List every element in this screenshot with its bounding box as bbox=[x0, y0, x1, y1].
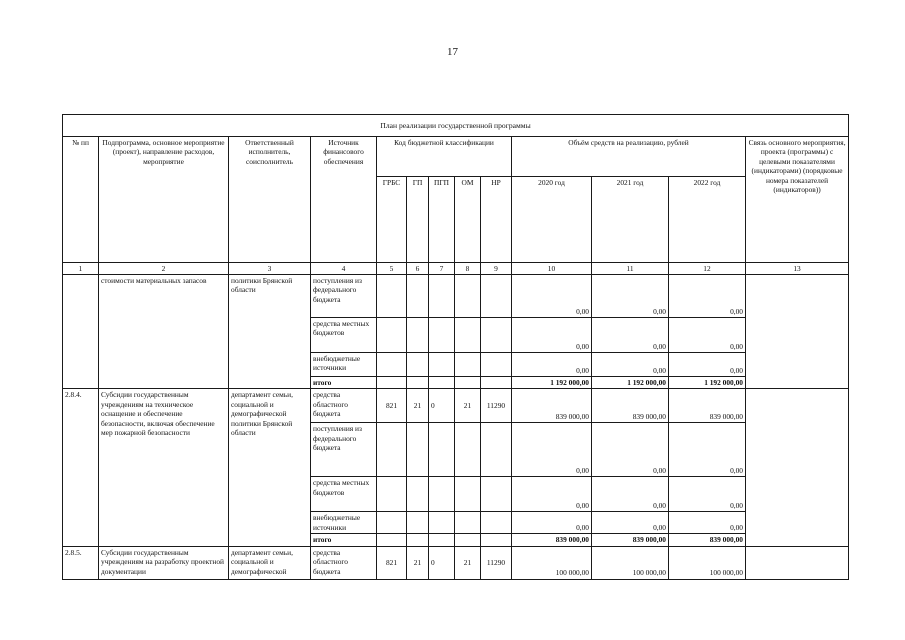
header-om: ОМ bbox=[455, 177, 481, 263]
code-grbs: 821 bbox=[377, 546, 407, 579]
header-volume: Объём средств на реализацию, рублей bbox=[512, 137, 746, 177]
code-np: 11290 bbox=[481, 389, 512, 423]
col-number: 8 bbox=[455, 263, 481, 275]
table-title: План реализации государственной программы bbox=[63, 115, 849, 137]
code-pgp: 0 bbox=[429, 389, 455, 423]
value-2022: 0,00 bbox=[669, 477, 746, 512]
value-2021: 0,00 bbox=[592, 512, 669, 534]
code-om: 21 bbox=[455, 546, 481, 579]
row-executor: политики Брянской области bbox=[229, 275, 311, 389]
table-row bbox=[63, 275, 849, 318]
row-name: Субсидии государственным учреждениям на техническое оснащение и обеспечение безопасности, включая обеспечение мер пожарной безопасности bbox=[99, 389, 229, 546]
value-2021: 1 192 000,00 bbox=[592, 377, 669, 389]
value-2022: 100 000,00 bbox=[669, 546, 746, 579]
value-2022: 0,00 bbox=[669, 318, 746, 353]
value-2020: 0,00 bbox=[512, 275, 592, 318]
program-plan-table bbox=[62, 114, 849, 580]
source-cell: поступления из федерального бюджета bbox=[311, 275, 377, 318]
code-gp: 21 bbox=[407, 546, 429, 579]
col-number: 13 bbox=[746, 263, 849, 275]
value-2021: 839 000,00 bbox=[592, 389, 669, 423]
value-2022: 0,00 bbox=[669, 423, 746, 477]
header-num: № пп bbox=[63, 137, 99, 263]
value-2021: 0,00 bbox=[592, 477, 669, 512]
value-2020: 0,00 bbox=[512, 477, 592, 512]
value-2020: 0,00 bbox=[512, 423, 592, 477]
value-2021: 0,00 bbox=[592, 275, 669, 318]
header-link: Связь основного мероприятия, проекта (программы) с целевыми показателями (индикаторами) (порядковые номера показателей (индикаторов)) bbox=[746, 137, 849, 263]
col-number: 12 bbox=[669, 263, 746, 275]
source-cell: средства областного бюджета bbox=[311, 546, 377, 579]
row-name: стоимости материальных запасов bbox=[99, 275, 229, 389]
value-2022: 1 192 000,00 bbox=[669, 377, 746, 389]
source-cell: поступления из федерального бюджета bbox=[311, 423, 377, 477]
col-number: 2 bbox=[99, 263, 229, 275]
row-num: 2.8.4. bbox=[63, 389, 99, 546]
value-2020: 0,00 bbox=[512, 512, 592, 534]
value-2020: 100 000,00 bbox=[512, 546, 592, 579]
code-np: 11290 bbox=[481, 546, 512, 579]
header-np: НР bbox=[481, 177, 512, 263]
code-gp: 21 bbox=[407, 389, 429, 423]
col-number: 7 bbox=[429, 263, 455, 275]
header-source: Источник финансового обеспечения bbox=[311, 137, 377, 263]
source-cell: средства местных бюджетов bbox=[311, 318, 377, 353]
value-2022: 0,00 bbox=[669, 353, 746, 377]
header-gp: ГП bbox=[407, 177, 429, 263]
value-2020: 0,00 bbox=[512, 318, 592, 353]
value-2021: 0,00 bbox=[592, 318, 669, 353]
value-2022: 839 000,00 bbox=[669, 534, 746, 546]
link-cell bbox=[746, 389, 849, 546]
source-cell: итого bbox=[311, 534, 377, 546]
col-number: 6 bbox=[407, 263, 429, 275]
header-2020: 2020 год bbox=[512, 177, 592, 263]
col-number: 1 bbox=[63, 263, 99, 275]
header-2022: 2022 год bbox=[669, 177, 746, 263]
link-cell bbox=[746, 275, 849, 389]
code-grbs: 821 bbox=[377, 389, 407, 423]
column-numbers-row bbox=[63, 263, 849, 275]
value-2020: 839 000,00 bbox=[512, 534, 592, 546]
col-number: 3 bbox=[229, 263, 311, 275]
col-number: 9 bbox=[481, 263, 512, 275]
row-num: 2.8.5. bbox=[63, 546, 99, 579]
source-cell: средства местных бюджетов bbox=[311, 477, 377, 512]
header-subprogram: Подпрограмма, основное мероприятие (проект), направление расходов, мероприятие bbox=[99, 137, 229, 263]
value-2020: 0,00 bbox=[512, 353, 592, 377]
source-cell: итого bbox=[311, 377, 377, 389]
value-2022: 0,00 bbox=[669, 512, 746, 534]
col-number: 11 bbox=[592, 263, 669, 275]
value-2022: 0,00 bbox=[669, 275, 746, 318]
header-pgp: ПГП bbox=[429, 177, 455, 263]
table-row bbox=[63, 546, 849, 579]
link-cell bbox=[746, 546, 849, 579]
row-executor: департамент семьи, социальной и демографической bbox=[229, 546, 311, 579]
value-2021: 100 000,00 bbox=[592, 546, 669, 579]
value-2020: 1 192 000,00 bbox=[512, 377, 592, 389]
source-cell: внебюджетные источники bbox=[311, 353, 377, 377]
table-row bbox=[63, 389, 849, 423]
col-number: 4 bbox=[311, 263, 377, 275]
row-name: Субсидии государственным учреждениям на разработку проектной документации bbox=[99, 546, 229, 579]
row-num bbox=[63, 275, 99, 389]
value-2021: 839 000,00 bbox=[592, 534, 669, 546]
col-number: 5 bbox=[377, 263, 407, 275]
source-cell: внебюджетные источники bbox=[311, 512, 377, 534]
source-cell: средства областного бюджета bbox=[311, 389, 377, 423]
value-2021: 0,00 bbox=[592, 353, 669, 377]
code-pgp: 0 bbox=[429, 546, 455, 579]
value-2020: 839 000,00 bbox=[512, 389, 592, 423]
code-om: 21 bbox=[455, 389, 481, 423]
value-2022: 839 000,00 bbox=[669, 389, 746, 423]
header-budget-code: Код бюджетной классификации bbox=[377, 137, 512, 177]
row-executor: департамент семьи, социальной и демографической политики Брянской области bbox=[229, 389, 311, 546]
col-number: 10 bbox=[512, 263, 592, 275]
header-grbs: ГРБС bbox=[377, 177, 407, 263]
header-2021: 2021 год bbox=[592, 177, 669, 263]
header-executor: Ответственный исполнитель, соисполнитель bbox=[229, 137, 311, 263]
page-number: 17 bbox=[447, 46, 458, 58]
value-2021: 0,00 bbox=[592, 423, 669, 477]
